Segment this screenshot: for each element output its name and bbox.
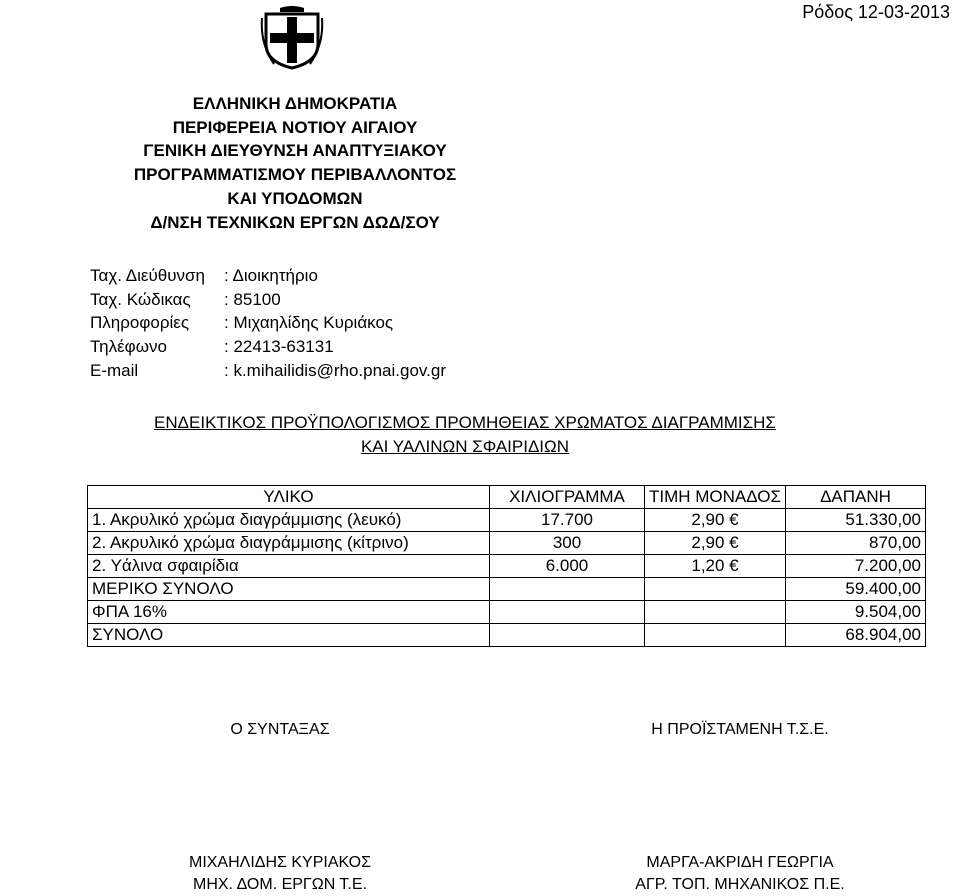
empty-cell <box>490 624 645 647</box>
document-date: Ρόδος 12-03-2013 <box>802 2 950 22</box>
contact-label: Τηλέφωνο <box>90 337 167 357</box>
column-header: ΤΙΜΗ ΜΟΝΑΔΟΣ <box>645 486 786 509</box>
unit-price-cell: 2,90 € <box>645 532 786 555</box>
table-row <box>88 555 926 578</box>
contact-value: : k.mihailidis@rho.pnai.gov.gr <box>224 360 446 380</box>
contact-value: : Μιχαηλίδης Κυριάκος <box>224 313 394 333</box>
unit-price-cell: 1,20 € <box>645 555 786 578</box>
supervisor-name: ΜΑΡΓΑ-ΑΚΡΙΔΗ ΓΕΩΡΓΙΑ <box>646 854 834 871</box>
total-label: ΣΥΝΟΛΟ <box>88 624 490 647</box>
title-line: ΚΑΙ ΥΑΛΙΝΩΝ ΣΦΑΙΡΙΔΙΩΝ <box>360 437 570 456</box>
item-cell: 2. Ακρυλικό χρώμα διαγράμμισης (κίτρινο) <box>88 532 490 555</box>
subtotal-row <box>88 578 926 601</box>
contact-value: : 85100 <box>224 289 281 309</box>
unit-price-cell: 2,90 € <box>645 509 786 532</box>
empty-cell <box>645 578 786 601</box>
author-role: Ο ΣΥΝΤΑΞΑΣ <box>230 721 330 738</box>
contact-label: E-mail <box>90 360 139 380</box>
author-signature-block <box>140 852 420 896</box>
header-line: Δ/ΝΣΗ ΤΕΧΝΙΚΩΝ ΕΡΓΩΝ ΔΩΔ/ΣΟΥ <box>150 212 440 232</box>
total-value: 68.904,00 <box>786 624 926 647</box>
contact-label: Πληροφορίες <box>90 313 190 333</box>
header-line: ΚΑΙ ΥΠΟΔΟΜΩΝ <box>227 188 363 208</box>
empty-cell <box>490 601 645 624</box>
supervisor-signature-block <box>600 852 880 896</box>
greek-coat-of-arms-icon <box>260 4 324 70</box>
column-header: ΧΙΛΙΟΓΡΑΜΜΑ <box>490 486 645 509</box>
quantity-cell: 6.000 <box>490 555 645 578</box>
contact-label: Ταχ. Διεύθυνση <box>90 266 205 285</box>
issuing-authority-header <box>70 92 520 234</box>
item-cell: 2. Υάλινα σφαιρίδια <box>88 555 490 578</box>
table-row <box>88 532 926 555</box>
budget-table <box>87 485 926 647</box>
item-cell: 1. Ακρυλικό χρώμα διαγράμμισης (λευκό) <box>88 509 490 532</box>
total-label: ΦΠΑ 16% <box>88 601 490 624</box>
empty-cell <box>490 578 645 601</box>
document-title <box>0 411 930 459</box>
header-line: ΕΛΛΗΝΙΚΗ ΔΗΜΟΚΡΑΤΙΑ <box>192 94 398 113</box>
column-header: ΥΛΙΚΟ <box>88 486 490 509</box>
author-name: ΜΙΧΑΗΛΙΔΗΣ ΚΥΡΙΑΚΟΣ <box>188 854 372 871</box>
cost-cell: 870,00 <box>786 532 926 555</box>
contact-value: : Διοικητήριο <box>224 266 318 285</box>
table-header-row <box>88 486 926 509</box>
header-line: ΠΕΡΙΦΕΡΕΙΑ ΝΟΤΙΟΥ ΑΙΓΑΙΟΥ <box>172 117 418 137</box>
cost-cell: 51.330,00 <box>786 509 926 532</box>
title-line: ΕΝΔΕΙΚΤΙΚΟΣ ΠΡΟΫΠΟΛΟΓΙΣΜΟΣ ΠΡΟΜΗΘΕΙΑΣ ΧΡΩΜΑΤΟΣ ΔΙΑΓΡΑΜΜΙΣΗΣ <box>154 413 776 432</box>
header-line: ΠΡΟΓΡΑΜΜΑΤΙΣΜΟΥ ΠΕΡΙΒΑΛΛΟΝΤΟΣ <box>133 165 457 185</box>
column-header: ΔΑΠΑΝΗ <box>786 486 926 509</box>
vat-row <box>88 601 926 624</box>
contact-label: Ταχ. Κώδικας <box>90 289 191 309</box>
author-title: ΜΗΧ. ΔΟΜ. ΕΡΓΩΝ Τ.Ε. <box>193 876 367 893</box>
total-value: 59.400,00 <box>786 578 926 601</box>
header-line: ΓΕΝΙΚΗ ΔΙΕΥΘΥΝΣΗ ΑΝΑΠΤΥΞΙΑΚΟΥ <box>143 141 447 161</box>
supervisor-role: Η ΠΡΟΪΣΤΑΜΕΝΗ Τ.Σ.Ε. <box>651 721 829 738</box>
supervisor-title: ΑΓΡ. ΤΟΠ. ΜΗΧΑΝΙΚΟΣ Π.Ε. <box>635 876 845 893</box>
total-label: ΜΕΡΙΚΟ ΣΥΝΟΛΟ <box>88 578 490 601</box>
grand-total-row <box>88 624 926 647</box>
empty-cell <box>645 601 786 624</box>
quantity-cell: 17.700 <box>490 509 645 532</box>
quantity-cell: 300 <box>490 532 645 555</box>
cost-cell: 7.200,00 <box>786 555 926 578</box>
contact-value: : 22413-63131 <box>224 337 334 357</box>
table-row <box>88 509 926 532</box>
empty-cell <box>645 624 786 647</box>
total-value: 9.504,00 <box>786 601 926 624</box>
